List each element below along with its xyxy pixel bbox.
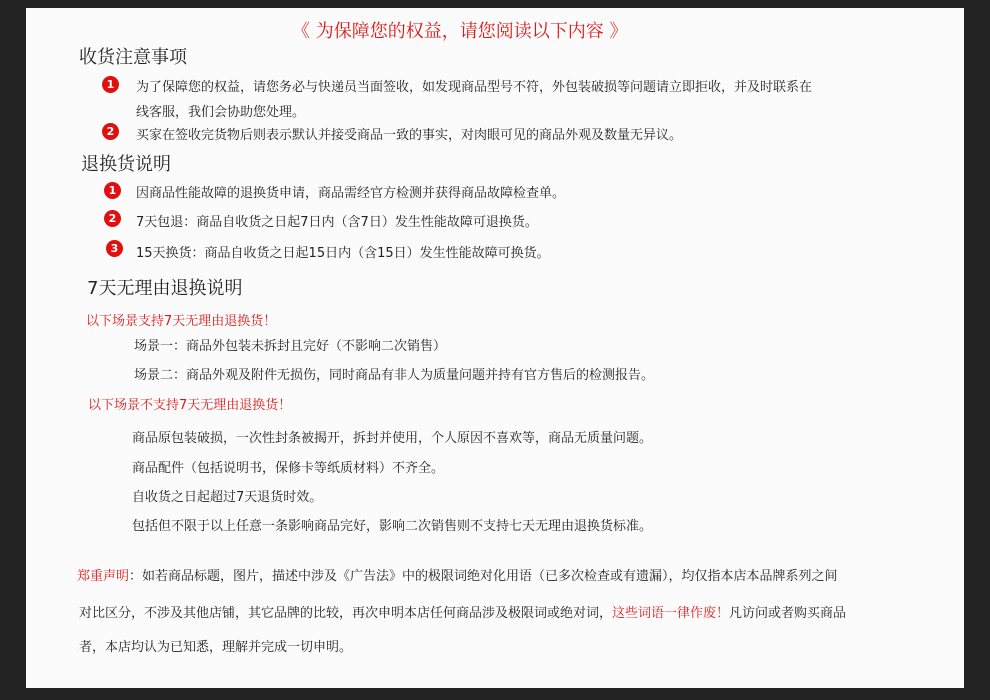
receipt-item-1-line2: 线客服，我们会协助您处理。: [136, 105, 306, 120]
number-badge: 1: [102, 76, 119, 93]
seven-day-heading: 7天无理由退换说明: [87, 278, 243, 299]
disclaimer-text-1: ：如若商品标题，图片，描述中涉及《广告法》中的极限词绝对化用语（已多次检查或有遗漏），均仅指本店本品牌系列之间: [129, 569, 838, 584]
page-title: 《 为保障您的权益，请您阅读以下内容 》: [292, 21, 628, 42]
disclaimer-line-2: [79, 602, 846, 621]
supported-scenario-1: 场景一：商品外包装未拆封且完好（不影响二次销售）: [134, 339, 447, 354]
disclaimer-label: 郑重声明: [77, 569, 130, 584]
receipt-heading: 收货注意事项: [79, 47, 187, 68]
unsupported-scenario-4: 包括但不限于以上任意一条影响商品完好，影响二次销售则不支持七天无理由退换货标准。: [132, 519, 653, 534]
returns-item-3: 15天换货：商品自收货之日起15日内（含15日）发生性能故障可换货。: [136, 246, 550, 261]
unsupported-scenario-2: 商品配件（包括说明书，保修卡等纸质材料）不齐全。: [132, 461, 445, 476]
returns-heading: 退换货说明: [81, 154, 171, 175]
disclaimer-text-2a: 对比区分，不涉及其他店铺，其它品牌的比较，再次申明本店任何商品涉及极限词或绝对词，: [79, 606, 613, 621]
returns-item-2: 7天包退：商品自收货之日起7日内（含7日）发生性能故障可退换货。: [136, 215, 538, 230]
supported-scenario-2: 场景二：商品外观及附件无损伤，同时商品有非人为质量问题并持有官方售后的检测报告。: [134, 368, 655, 383]
receipt-item-2: 买家在签收完货物后则表示默认并接受商品一致的事实，对肉眼可见的商品外观及数量无异议。: [136, 128, 683, 143]
receipt-item-1-line1: 为了保障您的权益，请您务必与快递员当面签收，如发现商品型号不符，外包装破损等问题请立即拒收，并及时联系在: [136, 80, 813, 95]
unsupported-label: 以下场景不支持7天无理由退换货！: [88, 398, 292, 413]
number-badge: 2: [102, 123, 119, 140]
disclaimer-line-3: 者，本店均认为已知悉，理解并完成一切申明。: [79, 640, 353, 655]
notice-panel: [26, 8, 964, 688]
returns-item-1: 因商品性能故障的退换货申请，商品需经官方检测并获得商品故障检查单。: [136, 186, 566, 201]
number-badge: 1: [104, 182, 121, 199]
disclaimer-text-2b: 凡访问或者购买商品: [729, 606, 847, 621]
number-badge: 2: [104, 210, 121, 227]
supported-label: 以下场景支持7天无理由退换货！: [86, 314, 277, 329]
disclaimer-void-notice: 这些词语一律作废！: [612, 606, 730, 621]
disclaimer-line-1: [77, 565, 838, 584]
unsupported-scenario-1: 商品原包装破损，一次性封条被揭开，拆封并使用，个人原因不喜欢等，商品无质量问题。: [132, 431, 653, 446]
unsupported-scenario-3: 自收货之日起超过7天退货时效。: [132, 490, 323, 505]
number-badge: 3: [106, 240, 123, 257]
